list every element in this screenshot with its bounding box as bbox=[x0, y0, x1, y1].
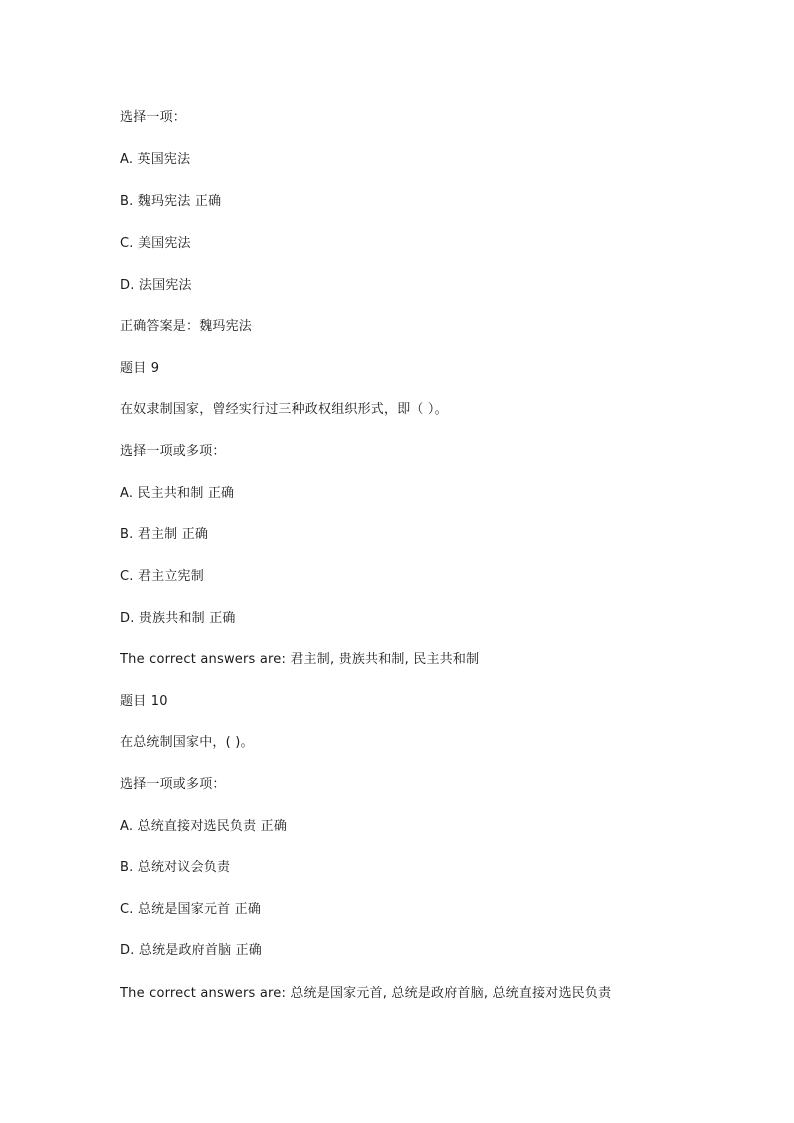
q8-option-a: A. 英国宪法 bbox=[120, 152, 191, 167]
q9-option-c: C. 君主立宪制 bbox=[120, 569, 204, 584]
q9-option-b: B. 君主制 正确 bbox=[120, 527, 209, 542]
q10-heading: 题目 10 bbox=[120, 694, 168, 709]
q10-option-b: B. 总统对议会负责 bbox=[120, 860, 231, 875]
q10-prompt: 选择一项或多项： bbox=[120, 777, 226, 792]
q8-option-d: D. 法国宪法 bbox=[120, 278, 192, 293]
q9-heading: 题目 9 bbox=[120, 361, 160, 376]
q10-option-a: A. 总统直接对选民负责 正确 bbox=[120, 819, 288, 834]
q10-answer: The correct answers are: 总统是国家元首, 总统是政府首脑, 总统直接对选民负责 bbox=[120, 986, 612, 1001]
q9-answer: The correct answers are: 君主制, 贵族共和制, 民主共和制 bbox=[120, 652, 480, 667]
q9-prompt: 选择一项或多项： bbox=[120, 444, 226, 459]
q10-option-c: C. 总统是国家元首 正确 bbox=[120, 902, 262, 917]
q10-question: 在总统制国家中，( )。 bbox=[120, 735, 254, 750]
q9-option-a: A. 民主共和制 正确 bbox=[120, 486, 235, 501]
q9-option-d: D. 贵族共和制 正确 bbox=[120, 611, 236, 626]
q10-option-d: D. 总统是政府首脑 正确 bbox=[120, 943, 263, 958]
q8-option-b: B. 魏玛宪法 正确 bbox=[120, 194, 222, 209]
q9-question: 在奴隶制国家，曾经实行过三种政权组织形式，即（ ）。 bbox=[120, 402, 448, 417]
q8-answer: 正确答案是：魏玛宪法 bbox=[120, 319, 253, 334]
q8-prompt: 选择一项： bbox=[120, 110, 187, 125]
q8-option-c: C. 美国宪法 bbox=[120, 236, 191, 251]
